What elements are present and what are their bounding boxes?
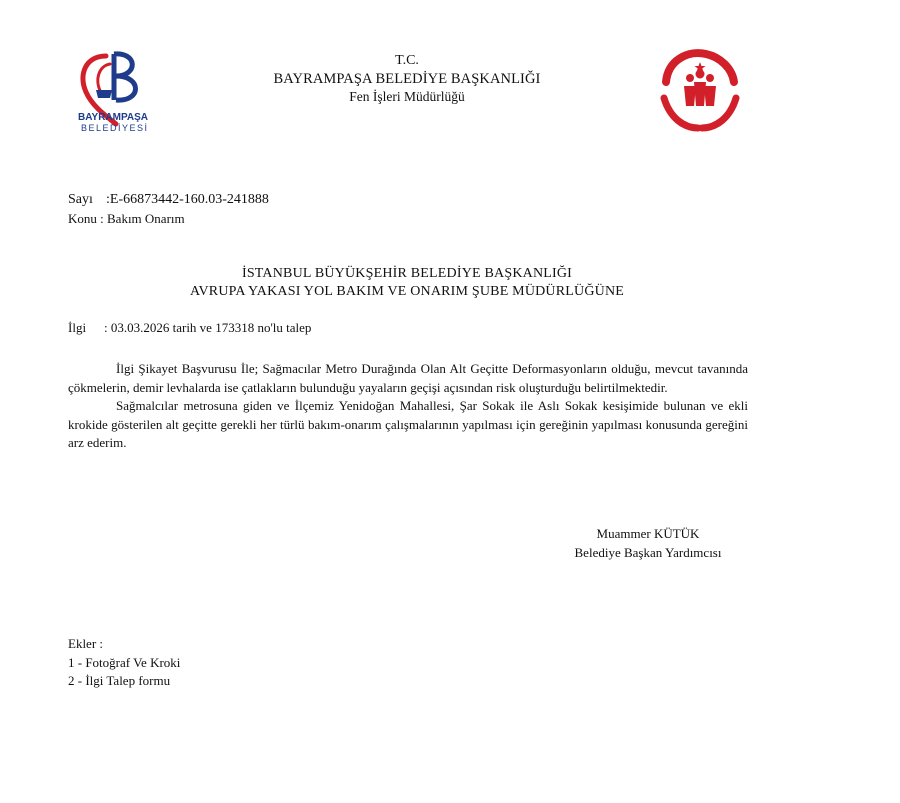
sayi-value: :E-66873442-160.03-241888 [106,192,269,207]
attachment-item: 1 - Fotoğraf Ve Kroki [68,654,181,670]
ilgi-label: İlgi [68,320,87,335]
body-paragraph-1: İlgi Şikayet Başvurusu İle; Sağmacılar Metro Durağında Olan Alt Geçitte Deformasyonların olduğu, mevcut tavanında çökmelerin, demir levhalarda ise çatlakların bulunduğu yayaların geçişi açısından risk oluşturduğu belirtilmektedir. [68,361,748,395]
attachment-item: 2 - İlgi Talep formu [68,673,171,688]
letterhead-organization: BAYRAMPAŞA BELEDİYE BAŞKANLIĞI [273,71,541,87]
sayi-row [68,190,269,209]
letterhead [0,52,814,106]
recipient-block [0,265,814,301]
attachments-heading: Ekler : [68,636,104,651]
attachments [68,635,180,691]
letter-body [68,360,748,453]
document-meta [68,190,269,228]
signatory-title: Belediye Başkan Yardımcısı [574,545,722,560]
logo-text-2: BELEDİYESİ [81,123,149,133]
letterhead-department: Fen İşleri Müdürlüğü [349,89,465,104]
konu-value: : Bakım Onarım [100,211,185,226]
letterhead-tc: T.C. [395,53,419,68]
signature-block [548,524,748,562]
recipient-line-1: İSTANBUL BÜYÜKŞEHİR BELEDİYE BAŞKANLIĞI [241,266,573,281]
sayi-label: Sayı [68,192,93,207]
signatory-name: Muammer KÜTÜK [596,526,700,541]
reference-row [68,320,311,336]
konu-row [68,209,269,228]
body-paragraph-2: Sağmalcılar metrosuna giden ve İlçemiz Yenidoğan Mahallesi, Şar Sokak ile Aslı Sokak kesişimide bulunan ve ekli krokide gösterilen alt geçitte gerekli her türlü bakım-onarım çalışmalarının yapılması için gereğinin yapılması konusunda gereğini arz ederim. [68,398,748,450]
konu-label: Konu [68,211,97,226]
logo-text-1: BAYRAMPAŞA [78,112,149,123]
recipient-line-2: AVRUPA YAKASI YOL BAKIM VE ONARIM ŞUBE MÜDÜRLÜĞÜNE [189,284,625,299]
ilgi-value: : 03.03.2026 tarih ve 173318 no'lu talep [104,320,312,335]
